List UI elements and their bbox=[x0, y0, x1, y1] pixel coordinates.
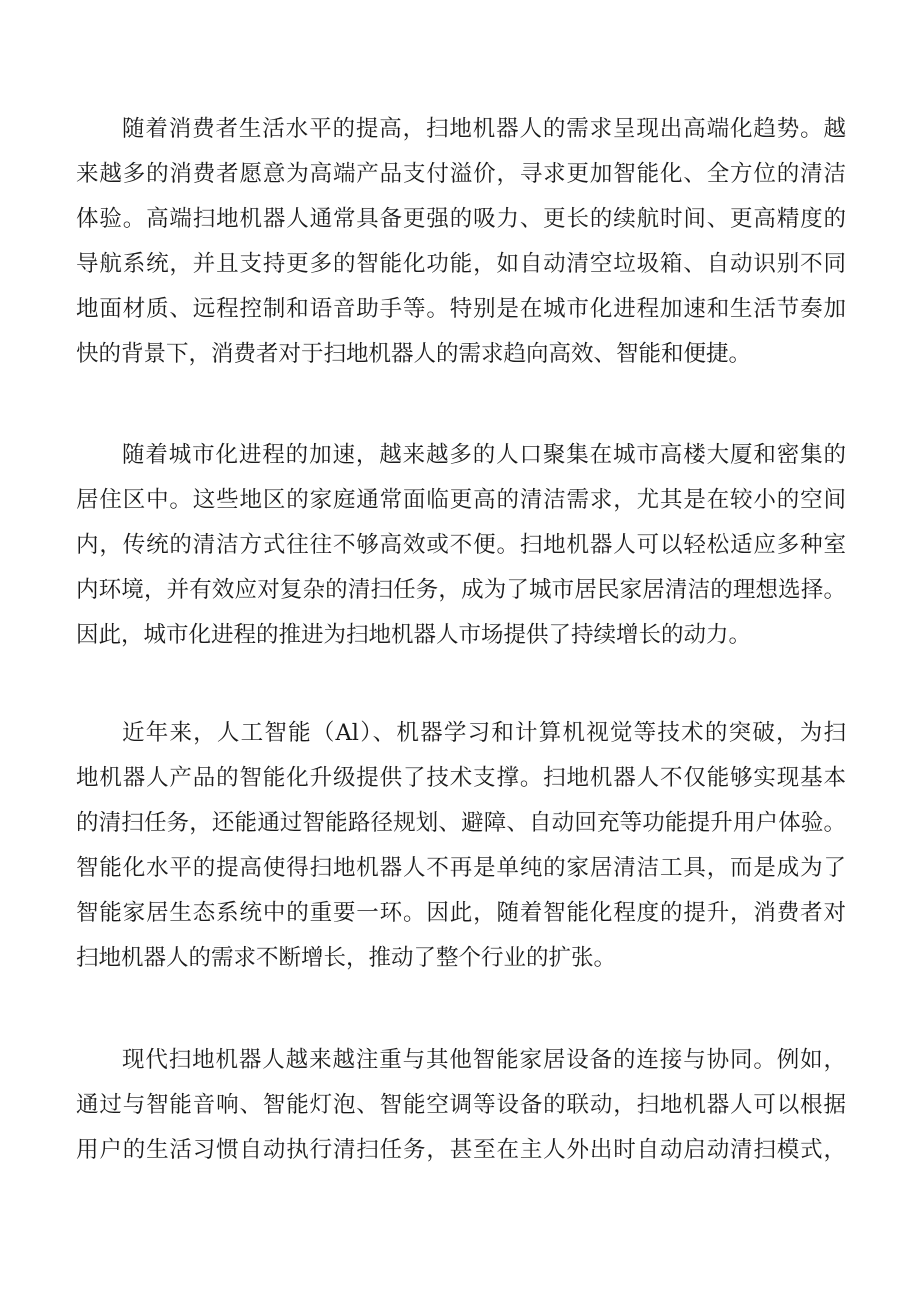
paragraph-line: 地机器人产品的智能化升级提供了技术支撑。扫地机器人不仅能够实现基本 bbox=[76, 765, 846, 791]
paragraph-line: 用户的生活习惯自动执行清扫任务，甚至在主人外出时自动启动清扫模式， bbox=[76, 1137, 846, 1163]
paragraph-line: 扫地机器人的需求不断增长，推动了整个行业的扩张。 bbox=[76, 945, 617, 971]
paragraph-line: 智能化水平的提高使得扫地机器人不再是单纯的家居清洁工具，而是成为了 bbox=[76, 855, 846, 881]
paragraph-line: 导航系统，并且支持更多的智能化功能，如自动清空垃圾箱、自动识别不同 bbox=[76, 251, 846, 277]
paragraph-line: 体验。高端扫地机器人通常具备更强的吸力、更长的续航时间、更高精度的 bbox=[76, 206, 846, 232]
paragraph-line: 随着消费者生活水平的提高，扫地机器人的需求呈现出高端化趋势。越 bbox=[122, 116, 846, 142]
paragraph-line: 内，传统的清洁方式往往不够高效或不便。扫地机器人可以轻松适应多种室 bbox=[76, 532, 846, 558]
paragraph-line: 现代扫地机器人越来越注重与其他智能家居设备的连接与协同。例如， bbox=[122, 1047, 846, 1073]
paragraph-line: 因此，城市化进程的推进为扫地机器人市场提供了持续增长的动力。 bbox=[76, 622, 752, 648]
paragraph-line: 地面材质、远程控制和语音助手等。特别是在城市化进程加速和生活节奏加 bbox=[76, 296, 846, 322]
paragraph-line: 近年来，人工智能（Al）、机器学习和计算机视觉等技术的突破，为扫 bbox=[122, 720, 846, 746]
paragraph-line: 智能家居生态系统中的重要一环。因此，随着智能化程度的提升，消费者对 bbox=[76, 900, 846, 926]
paragraph-line: 通过与智能音响、智能灯泡、智能空调等设备的联动，扫地机器人可以根据 bbox=[76, 1092, 846, 1118]
paragraph-line: 随着城市化进程的加速，越来越多的人口聚集在城市高楼大厦和密集的 bbox=[122, 442, 846, 468]
paragraph-line: 快的背景下，消费者对于扫地机器人的需求趋向高效、智能和便捷。 bbox=[76, 341, 752, 367]
paragraph-line: 来越多的消费者愿意为高端产品支付溢价，寻求更加智能化、全方位的清洁 bbox=[76, 161, 846, 187]
paragraph-line: 内环境，并有效应对复杂的清扫任务，成为了城市居民家居清洁的理想选择。 bbox=[76, 577, 846, 603]
paragraph-line: 居住区中。这些地区的家庭通常面临更高的清洁需求，尤其是在较小的空间 bbox=[76, 487, 846, 513]
paragraph-line: 的清扫任务，还能通过智能路径规划、避障、自动回充等功能提升用户体验。 bbox=[76, 810, 846, 836]
